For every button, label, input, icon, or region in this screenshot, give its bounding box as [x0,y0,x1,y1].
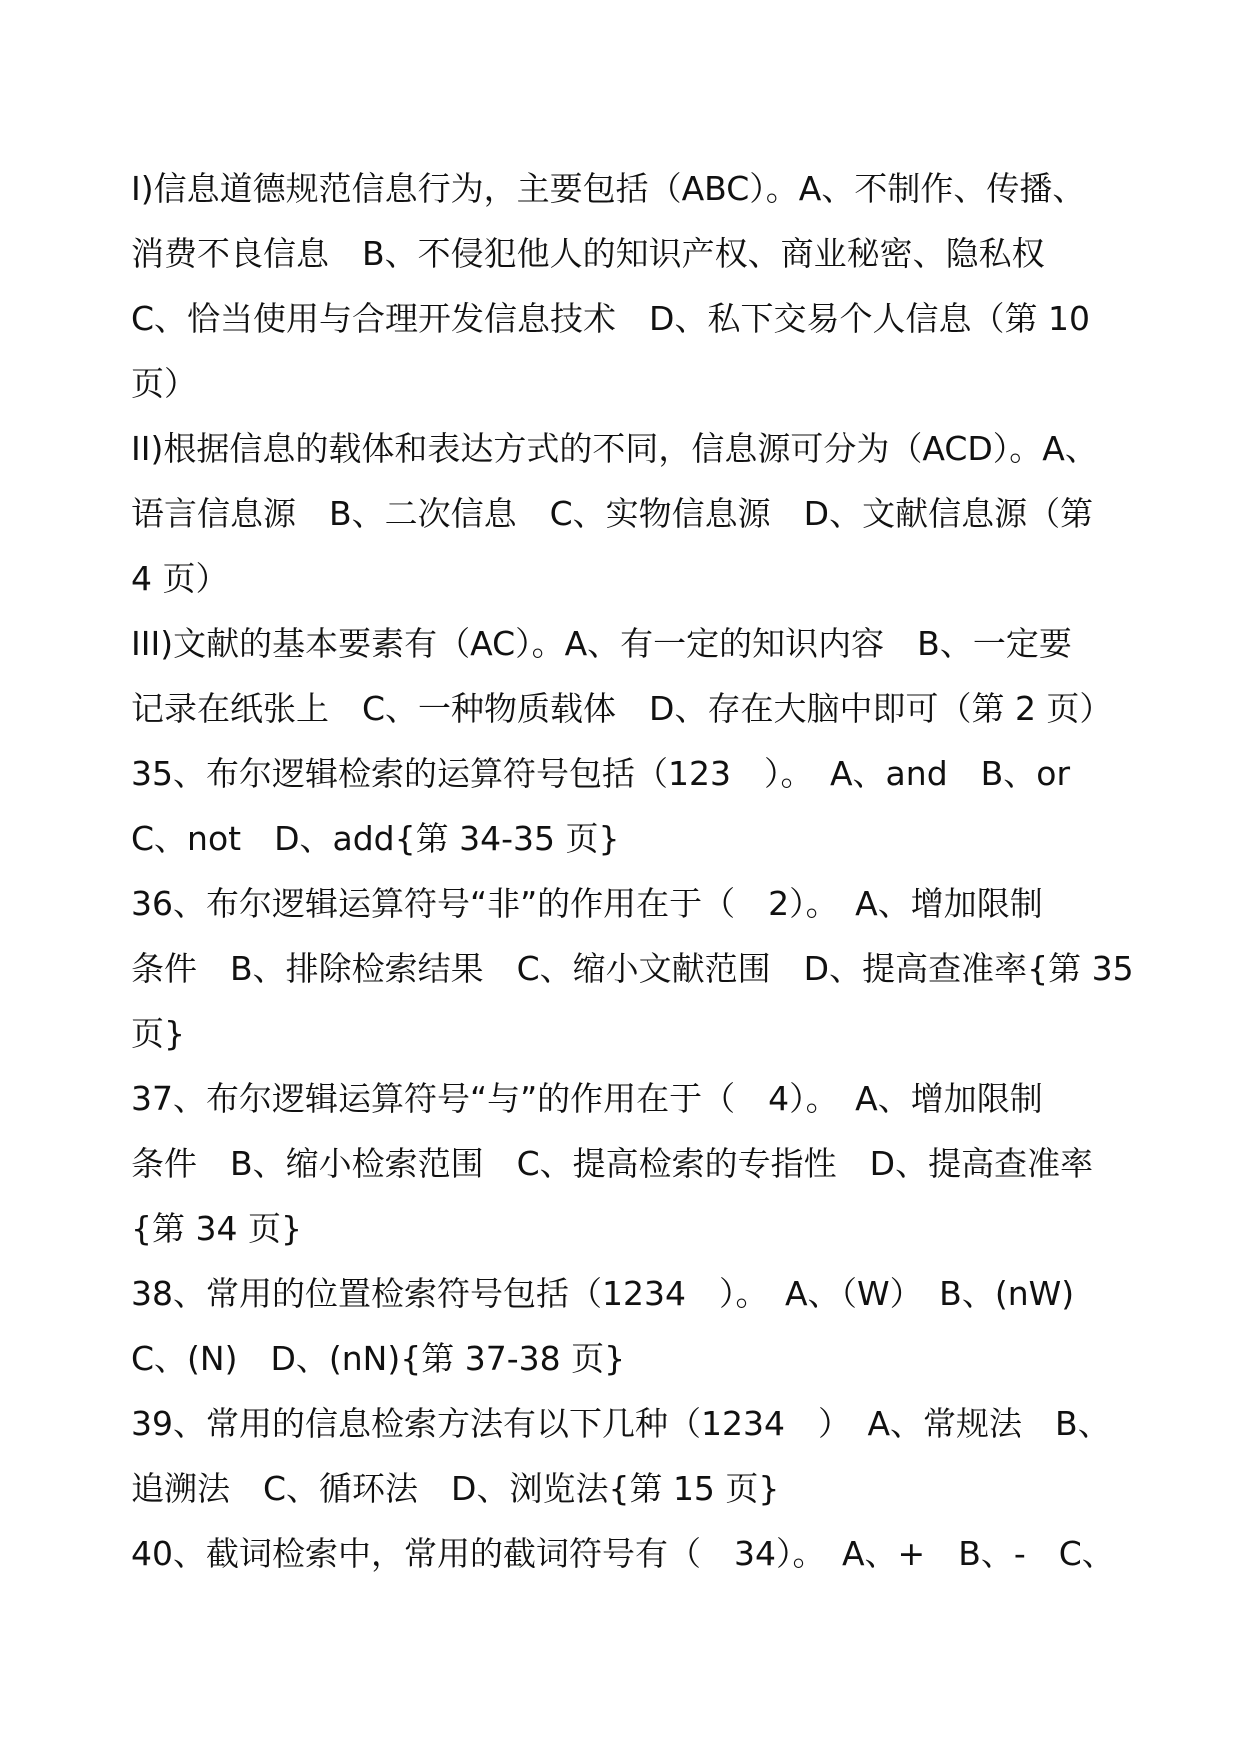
text-line: 37、布尔逻辑运算符号“与”的作用在于（ 4）。 A、增加限制 [131,1079,1043,1118]
text-line: 页} [131,1014,185,1053]
text-line: 40、截词检索中，常用的截词符号有（ 34）。 A、+ B、- C、 [131,1534,1115,1573]
text-line: 38、常用的位置检索符号包括（1234 ）。 A、（W） B、(nW) [131,1274,1075,1313]
text-line: 语言信息源 B、二次信息 C、实物信息源 D、文献信息源（第 [131,494,1094,533]
text-line: 4 页） [131,559,229,598]
question-text-block [131,156,1171,1586]
text-line: 记录在纸张上 C、一种物质载体 D、存在大脑中即可（第 2 页） [131,689,1113,728]
text-line: 追溯法 C、循环法 D、浏览法{第 15 页} [131,1469,780,1508]
text-line: 36、布尔逻辑运算符号“非”的作用在于（ 2）。 A、增加限制 [131,884,1043,923]
text-line: 消费不良信息 B、不侵犯他人的知识产权、商业秘密、隐私权 [131,234,1045,273]
text-line: III)文献的基本要素有（AC）。A、有一定的知识内容 B、一定要 [131,624,1072,663]
text-line: 39、常用的信息检索方法有以下几种（1234 ） A、常规法 B、 [131,1404,1111,1443]
text-line: {第 34 页} [131,1209,302,1248]
text-line: I)信息道德规范信息行为，主要包括（ABC）。A、不制作、传播、 [131,169,1086,208]
text-line: C、not D、add{第 34-35 页} [131,819,620,858]
text-line: 35、布尔逻辑检索的运算符号包括（123 ）。 A、and B、or [131,754,1071,793]
text-line: C、(N) D、(nN){第 37-38 页} [131,1339,626,1378]
text-line: 页） [131,364,197,403]
text-line: 条件 B、缩小检索范围 C、提高检索的专指性 D、提高查准率 [131,1144,1094,1183]
text-line: 条件 B、排除检索结果 C、缩小文献范围 D、提高查准率{第 35 [131,949,1134,988]
text-line: II)根据信息的载体和表达方式的不同，信息源可分为（ACD）。A、 [131,429,1098,468]
text-line: C、恰当使用与合理开发信息技术 D、私下交易个人信息（第 10 [131,299,1090,338]
